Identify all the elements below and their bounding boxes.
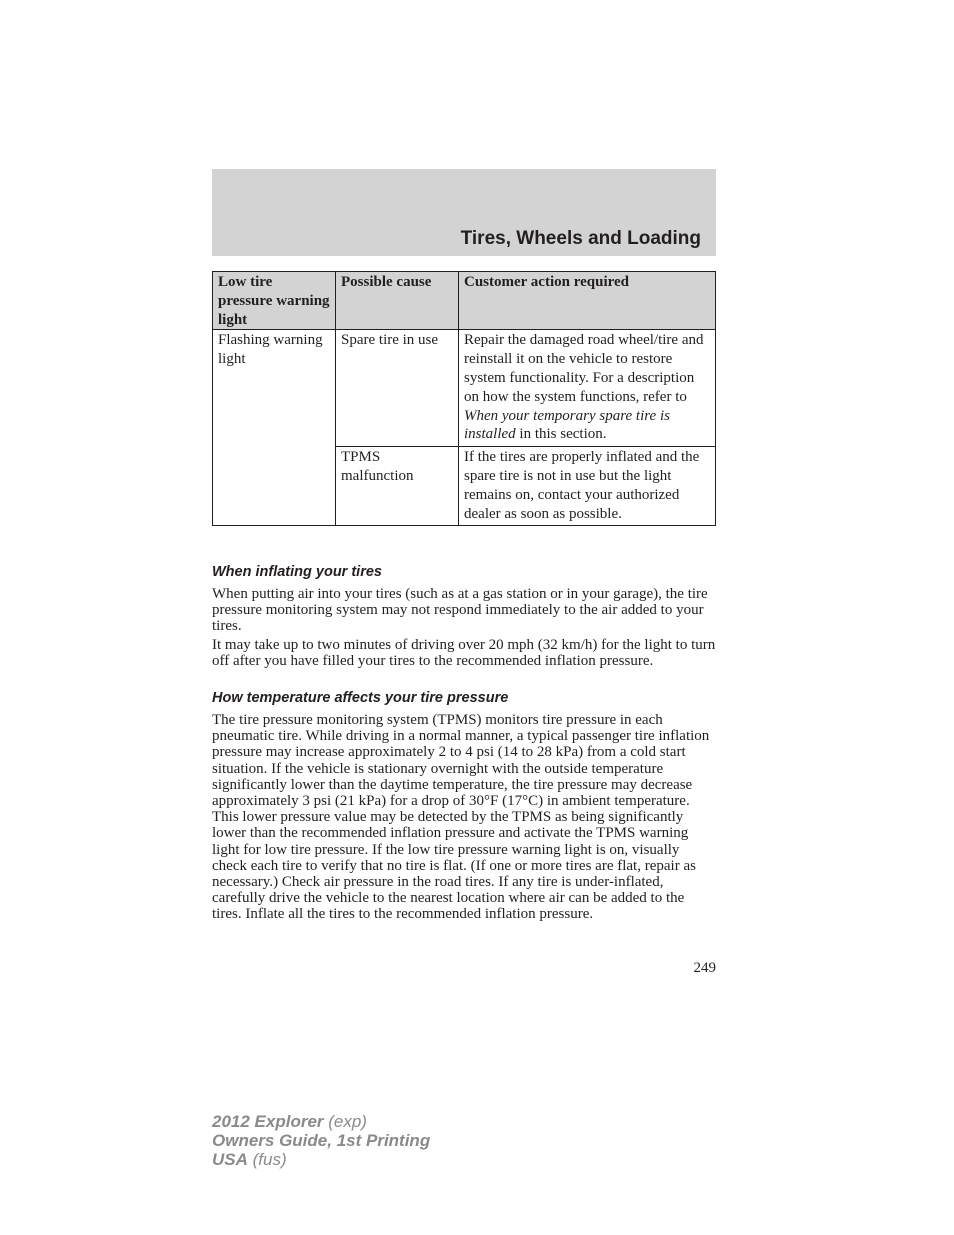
paragraph: It may take up to two minutes of driving over 20 mph (32 km/h) for the light to turn off after you have filled your tires to the recommended inflation pressure.: [212, 637, 716, 670]
cross-reference: When your temporary spare tire is installed: [464, 407, 670, 443]
section-title: Tires, Wheels and Loading: [460, 228, 701, 249]
paragraph: The tire pressure monitoring system (TPMS) monitors tire pressure in each pneumatic tire. While driving in a normal manner, a typical passenger tire inflation pressure may increase approximately 2 to 4 psi (14 to 28 kPa) from a cold start situation. If the vehicle is stationary overnight with the outside temperature significantly lower than the daytime temperature, the tire pressure may decrease approximately 3 psi (21 kPa) for a drop of 30°F (17°C) in ambient temperature. This lower pressure value may be detected by the TPMS as being significantly lower than the recommended inflation pressure and activate the TPMS warning light for low tire pressure. If the low tire pressure warning light is on, visually check each tire to verify that no tire is flat. (If one or more tires are flat, repair as necessary.) Check air pressure in the road tires. If any tire is under-inflated, carefully drive the vehicle to the nearest location where air can be added to the tires. Inflate all the tires to the recommended inflation pressure.: [212, 712, 710, 923]
page-number: 249: [693, 960, 716, 976]
paragraph: When putting air into your tires (such as at a gas station or in your garage), the tire pressure monitoring system may not respond immediately to the air added to your tires.: [212, 586, 708, 635]
footer-market: USA: [212, 1150, 248, 1169]
customer-action-cell: If the tires are properly inflated and the spare tire is not in use but the light remains on, contact your authorized dealer as soon as possible.: [459, 447, 716, 526]
column-header-customer-action: Customer action required: [459, 272, 716, 330]
heading-inflating-tires: When inflating your tires: [212, 564, 382, 580]
table-row: [213, 330, 716, 447]
warning-light-cell: Flashing warning light: [213, 330, 336, 526]
footer-market-code: (fus): [247, 1150, 287, 1169]
action-text: Repair the damaged road wheel/tire and reinstall it on the vehicle to restore system functionality. For a description on how the system functions, refer to: [464, 332, 704, 405]
heading-temperature-pressure: How temperature affects your tire pressure: [212, 690, 509, 706]
customer-action-cell: [459, 330, 716, 447]
footer-model-code: (exp): [323, 1112, 367, 1131]
footer-guide: Owners Guide, 1st Printing: [212, 1131, 431, 1150]
column-header-possible-cause: Possible cause: [336, 272, 459, 330]
footer-line-market: [212, 1150, 430, 1169]
tpms-warning-table: [212, 271, 716, 526]
footer-line-guide: [212, 1131, 430, 1150]
footer-model: 2012 Explorer: [212, 1112, 324, 1131]
footer-line-model: [212, 1112, 430, 1131]
possible-cause-cell: Spare tire in use: [336, 330, 459, 447]
action-text-end: in this section.: [515, 426, 607, 443]
table-header-row: [213, 272, 716, 330]
section-header-band: [212, 169, 716, 256]
possible-cause-cell: TPMS malfunction: [336, 447, 459, 526]
footer: [212, 1112, 430, 1169]
column-header-warning-light: Low tire pressure warning light: [213, 272, 336, 330]
